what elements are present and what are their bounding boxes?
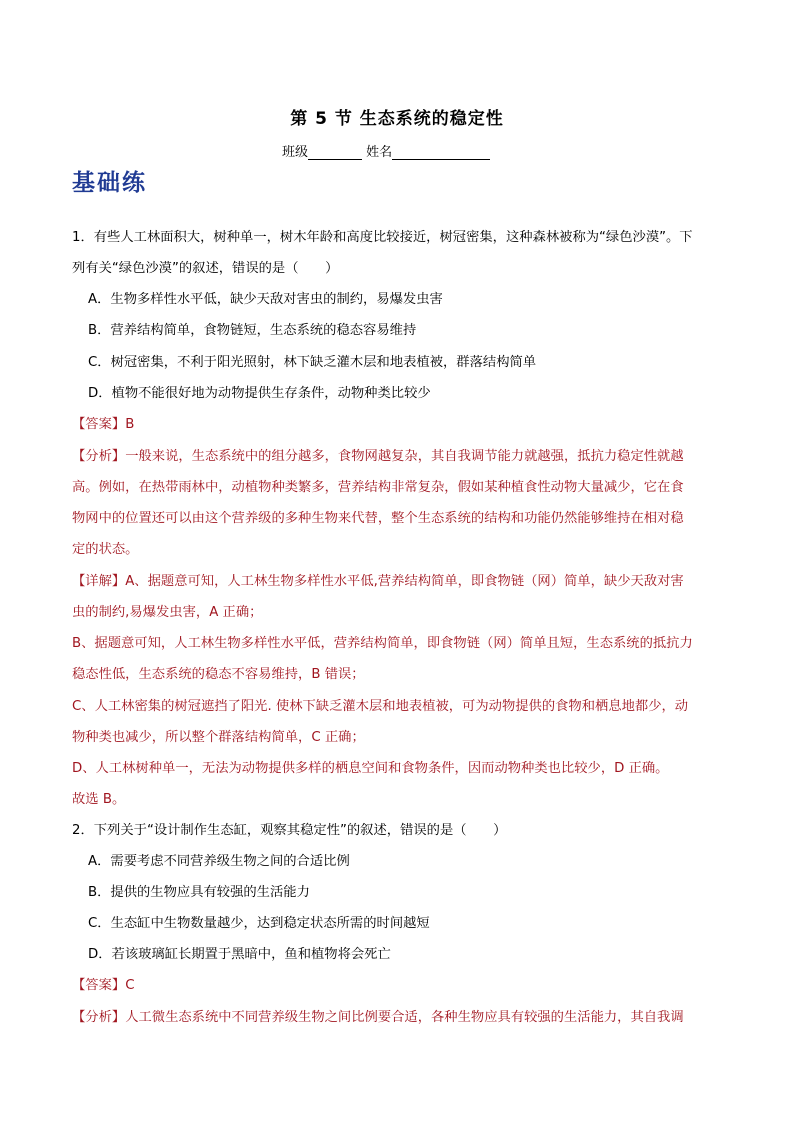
class-label: 班级 [282, 145, 309, 160]
analysis-tag: 【分析】 [72, 1010, 126, 1025]
q2-answer [72, 977, 134, 995]
q1-conclusion: 故选 B。 [72, 792, 126, 807]
q2-option-a: A．需要考虑不同营养级生物之间的合适比例 [88, 854, 350, 869]
q1-detail-line5: C、人工林密集的树冠遮挡了阳光. 使林下缺乏灌木层和地表植被，可为动物提供的食物和栖息地都少，动 [72, 699, 689, 714]
q1-option-c: C．树冠密集，不利于阳光照射，林下缺乏灌木层和地表植被，群落结构简单 [88, 355, 537, 370]
q1-stem-line1: 1．有些人工林面积大，树种单一，树木年龄和高度比较接近，树冠密集，这种森林被称为“绿色沙漠”。下 [72, 230, 693, 245]
q1-analysis-line4: 定的状态。 [72, 542, 139, 557]
q1-analysis-line1 [72, 448, 684, 466]
name-label: 姓名 [366, 145, 393, 160]
q1-detail-line7: D、人工林树种单一，无法为动物提供多样的栖息空间和食物条件，因而动物种类也比较少，D 正确。 [72, 761, 669, 776]
answer-value: B [125, 417, 135, 432]
answer-tag: 【答案】 [72, 978, 126, 993]
q2-option-d: D．若该玻璃缸长期置于黑暗中，鱼和植物将会死亡 [88, 947, 391, 962]
q2-analysis-line1 [72, 1009, 684, 1027]
detail-text: A、据题意可知，人工林生物多样性水平低,营养结构简单，即食物链（网）简单，缺少天敌对害 [125, 574, 684, 589]
q1-detail-line3: B、据题意可知，人工林生物多样性水平低，营养结构简单，即食物链（网）简单且短，生态系统的抵抗力 [72, 636, 693, 651]
q1-option-d: D．植物不能很好地为动物提供生存条件，动物种类比较少 [88, 386, 431, 401]
q1-detail-line6: 物种类也减少，所以整个群落结构简单，C 正确； [72, 730, 365, 745]
analysis-text: 人工微生态系统中不同营养级生物之间比例要合适，各种生物应具有较强的生活能力，其自我调 [125, 1010, 684, 1025]
q1-analysis-line2: 高。例如，在热带雨林中，动植物种类繁多，营养结构非常复杂，假如某种植食性动物大量减少，它在食 [72, 480, 684, 495]
page-title: 第 5 节 生态系统的稳定性 [290, 109, 504, 129]
q1-detail-line1 [72, 573, 684, 591]
name-blank[interactable] [392, 147, 490, 160]
q1-option-b: B．营养结构简单，食物链短，生态系统的稳态容易维持 [88, 323, 417, 338]
q1-detail-line2: 虫的制约,易爆发虫害，A 正确； [72, 605, 263, 620]
q1-option-a: A．生物多样性水平低，缺少天敌对害虫的制约，易爆发虫害 [88, 292, 443, 307]
class-blank[interactable] [308, 147, 362, 160]
q1-analysis-line3: 物网中的位置还可以由这个营养级的多种生物来代替，整个生态系统的结构和功能仍然能够维持在相对稳 [72, 511, 684, 526]
detail-tag: 【详解】 [72, 574, 126, 589]
analysis-text: 一般来说，生态系统中的组分越多，食物网越复杂，其自我调节能力就越强，抵抗力稳定性就越 [125, 449, 684, 464]
answer-tag: 【答案】 [72, 417, 126, 432]
q2-option-b: B．提供的生物应具有较强的生活能力 [88, 885, 310, 900]
class-name-line [282, 141, 490, 160]
analysis-tag: 【分析】 [72, 449, 126, 464]
section-title: 基础练 [72, 170, 147, 196]
q1-stem-line2: 列有关“绿色沙漠”的叙述，错误的是（ ） [72, 261, 339, 276]
answer-value: C [125, 978, 135, 993]
q2-stem: 2．下列关于“设计制作生态缸，观察其稳定性”的叙述，错误的是（ ） [72, 823, 507, 838]
q1-detail-line4: 稳态性低，生态系统的稳态不容易维持，B 错误； [72, 667, 365, 682]
q2-option-c: C．生态缸中生物数量越少，达到稳定状态所需的时间越短 [88, 916, 430, 931]
q1-answer [72, 416, 134, 434]
